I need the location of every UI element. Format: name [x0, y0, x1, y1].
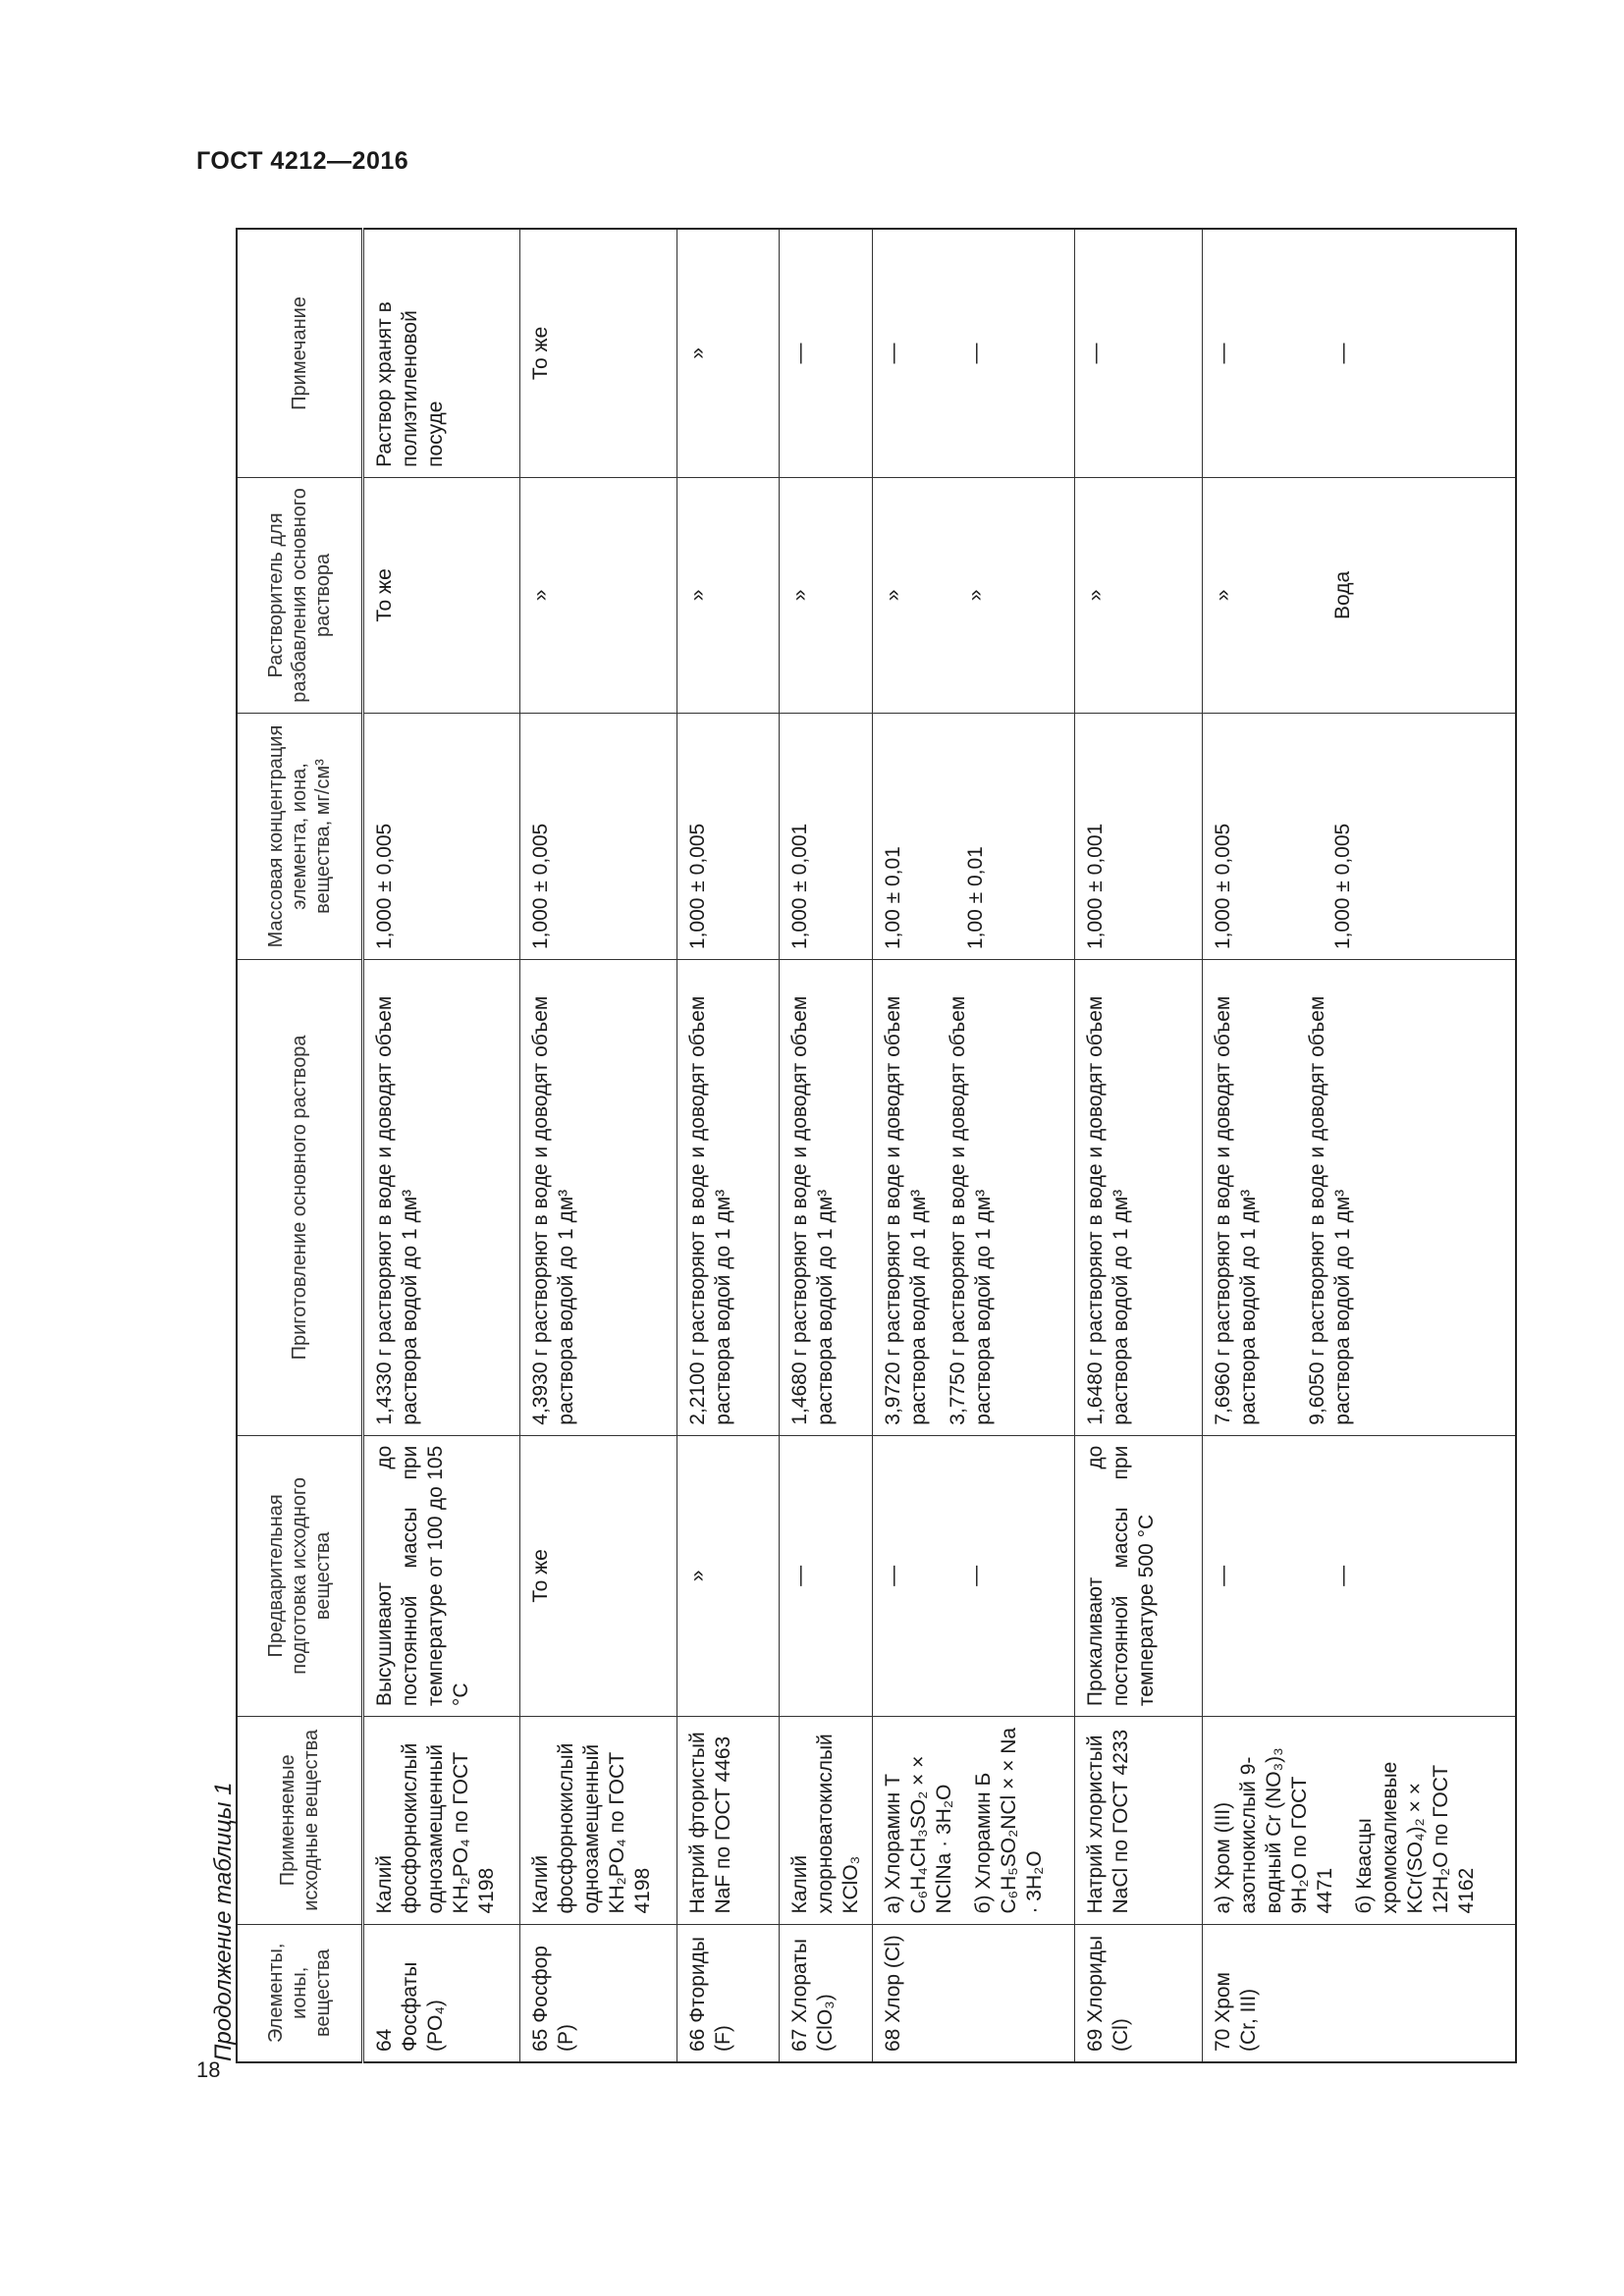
cell-note: [872, 229, 1074, 477]
preparation-entry: 7,6960 г растворяют в воде и доводят объем раствора водой до 1 дм³: [1211, 995, 1260, 1425]
table-row: [1202, 229, 1516, 2062]
cell-concentration: 1,000 ± 0,001: [779, 713, 872, 959]
cell-element: 64 Фосфаты (PO₄): [362, 1924, 519, 2062]
column-header-sources: Применяемые исходные вещества: [237, 1717, 362, 1924]
preparation-entry: 9,6050 г растворяют в воде и доводят объем раствора водой до 1 дм³: [1305, 995, 1354, 1425]
cell-solvent: То же: [362, 477, 519, 713]
note-entry: —: [1211, 343, 1234, 364]
cell-concentration: [872, 713, 1074, 959]
cell-pretreatment: Высушивают до постоянной массы при температуре от 100 до 105 °С: [362, 1435, 519, 1716]
concentration-entry: 1,00 ± 0,01: [963, 846, 987, 950]
cell-pretreatment: »: [677, 1435, 779, 1716]
preparation-entry: 3,7750 г растворяют в воде и доводят объем раствора водой до 1 дм³: [946, 995, 995, 1425]
pretreatment-entry: —: [1211, 1565, 1234, 1586]
cell-element: 67 Хлораты (ClO₃): [779, 1924, 872, 2062]
source-entry: б) Хлорамин Б C₆H₅SO₂NCl × × Na · 3H₂O: [971, 1727, 1046, 1914]
table-header-row: [237, 229, 362, 2062]
preparation-entry: 3,9720 г растворяют в воде и доводят объем раствора водой до 1 дм³: [881, 995, 930, 1425]
pretreatment-entry: —: [1330, 1565, 1354, 1586]
note-entry: —: [1330, 343, 1354, 364]
table-row: [519, 229, 677, 2062]
cell-concentration: 1,000 ± 0,001: [1074, 713, 1202, 959]
cell-preparation: [872, 960, 1074, 1436]
cell-note: [1202, 229, 1516, 477]
cell-concentration: 1,000 ± 0,005: [677, 713, 779, 959]
table-row: [1074, 229, 1202, 2062]
column-header-pretreatment: Предварительная подготовка исходного вещества: [237, 1435, 362, 1716]
solvent-entry: »: [1211, 589, 1234, 602]
page-number: 18: [196, 2057, 221, 2082]
cell-note: То же: [519, 229, 677, 477]
cell-solvent: »: [1074, 477, 1202, 713]
table-row: [779, 229, 872, 2062]
column-header-element: Элементы, ионы, вещества: [237, 1924, 362, 2062]
cell-element: 68 Хлор (Cl): [872, 1924, 1074, 2062]
note-entry: —: [963, 343, 987, 364]
cell-preparation: 2,2100 г растворяют в воде и доводят объем раствора водой до 1 дм³: [677, 960, 779, 1436]
column-header-concentration: Массовая концентрация элемента, иона, вещества, мг/см³: [237, 713, 362, 959]
concentration-entry: 1,00 ± 0,01: [881, 846, 904, 950]
cell-concentration: [1202, 713, 1516, 959]
cell-sources: Натрий фтористый NaF по ГОСТ 4463: [677, 1717, 779, 1924]
cell-solvent: »: [519, 477, 677, 713]
table-caption: Продолжение таблицы 1: [210, 1782, 237, 2061]
cell-pretreatment: [1202, 1435, 1516, 1716]
cell-sources: Натрий хлористый NaCl по ГОСТ 4233: [1074, 1717, 1202, 1924]
cell-element: 66 Фториды (F): [677, 1924, 779, 2062]
cell-element: 70 Хром (Cr, III): [1202, 1924, 1516, 2062]
cell-note: »: [677, 229, 779, 477]
solvent-entry: »: [881, 589, 904, 602]
cell-sources: Калий хлорноватокислый KClO₃: [779, 1717, 872, 1924]
solvent-entry: »: [963, 589, 987, 602]
pretreatment-entry: —: [963, 1565, 987, 1586]
cell-preparation: 1,6480 г растворяют в воде и доводят объем раствора водой до 1 дм³: [1074, 960, 1202, 1436]
cell-note: Раствор хранят в полиэтиленовой посуде: [362, 229, 519, 477]
cell-concentration: 1,000 ± 0,005: [362, 713, 519, 959]
source-entry: б) Квасцы хромокалиевые KCr(SO₄)₂ × × 12H₂O по ГОСТ 4162: [1352, 1761, 1478, 1914]
cell-preparation: 1,4680 г растворяют в воде и доводят объем раствора водой до 1 дм³: [779, 960, 872, 1436]
column-header-solvent: Растворитель для разбавления основного раствора: [237, 477, 362, 713]
cell-concentration: 1,000 ± 0,005: [519, 713, 677, 959]
cell-solvent: »: [779, 477, 872, 713]
cell-pretreatment: —: [779, 1435, 872, 1716]
cell-sources: Калий фосфорнокислый однозамещенный KH₂PO₄ по ГОСТ 4198: [362, 1717, 519, 1924]
table-row: [677, 229, 779, 2062]
column-header-preparation: Приготовление основного раствора: [237, 960, 362, 1436]
cell-solvent: [1202, 477, 1516, 713]
cell-pretreatment: [872, 1435, 1074, 1716]
cell-element: 65 Фосфор (Р): [519, 1924, 677, 2062]
cell-sources: [1202, 1717, 1516, 1924]
cell-sources: [872, 1717, 1074, 1924]
pretreatment-entry: —: [881, 1565, 904, 1586]
chemical-standards-table: [236, 228, 1517, 2063]
cell-pretreatment: Прокаливают до постоянной массы при температуре 500 °С: [1074, 1435, 1202, 1716]
concentration-entry: 1,000 ± 0,005: [1330, 823, 1354, 950]
table-row: [872, 229, 1074, 2062]
solvent-entry: Вода: [1330, 570, 1354, 620]
table-row: [362, 229, 519, 2062]
cell-solvent: »: [677, 477, 779, 713]
document-title: ГОСТ 4212—2016: [196, 147, 409, 175]
cell-preparation: 4,3930 г растворяют в воде и доводят объем раствора водой до 1 дм³: [519, 960, 677, 1436]
cell-note: —: [1074, 229, 1202, 477]
cell-element: 69 Хлориды (Cl): [1074, 1924, 1202, 2062]
column-header-note: Примечание: [237, 229, 362, 477]
cell-solvent: [872, 477, 1074, 713]
cell-preparation: [1202, 960, 1516, 1436]
note-entry: —: [881, 343, 904, 364]
cell-preparation: 1,4330 г растворяют в воде и доводят объем раствора водой до 1 дм³: [362, 960, 519, 1436]
source-entry: а) Хром (III) азотнокислый 9-водный Cr (NO₃)₃ 9H₂O по ГОСТ 4471: [1211, 1747, 1336, 1914]
concentration-entry: 1,000 ± 0,005: [1211, 823, 1234, 950]
source-entry: а) Хлорамин Т C₆H₄CH₃SO₂ × × NClNa · 3H₂O: [881, 1755, 955, 1914]
cell-note: —: [779, 229, 872, 477]
cell-sources: Калий фосфорнокислый однозамещенный KH₂PO₄ по ГОСТ 4198: [519, 1717, 677, 1924]
cell-pretreatment: То же: [519, 1435, 677, 1716]
rotated-table-container: [236, 228, 1508, 2063]
